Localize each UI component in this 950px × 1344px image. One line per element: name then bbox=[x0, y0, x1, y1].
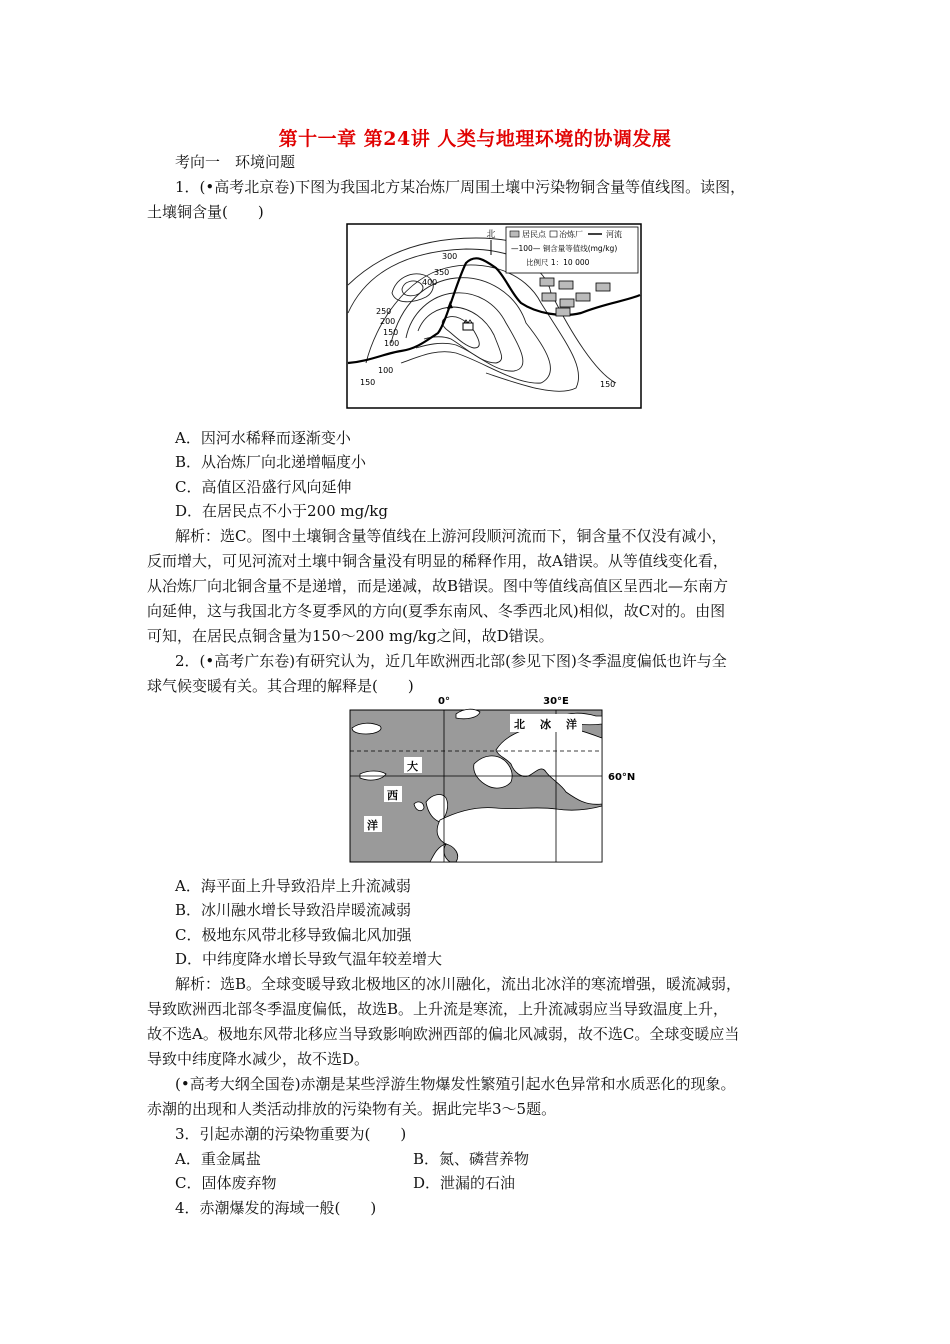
q2-analysis-line: 故不选A。极地东风带北移应当导致影响欧洲西部的偏北风减弱，故不选C。全球变暖应当 bbox=[147, 1025, 740, 1043]
page-title: 第十一章 第24讲 人类与地理环境的协调发展 bbox=[278, 128, 672, 150]
lon-30e-label: 30°E bbox=[543, 696, 569, 707]
legend-settlement: 居民点 bbox=[522, 230, 546, 239]
legend-river: 河流 bbox=[606, 230, 622, 239]
q2-analysis-line: 解析：选B。全球变暖导致北极地区的冰川融化，流出北冰洋的寒流增强，暖流减弱， bbox=[175, 975, 742, 993]
q4-stem: 4．赤潮爆发的海域一般( ) bbox=[175, 1199, 377, 1217]
copper-contour-map bbox=[346, 223, 642, 409]
q1-option-b: B．从冶炼厂向北递增幅度小 bbox=[175, 453, 367, 471]
q1-stem-line-1: 1．(•高考北京卷)下图为我国北方某冶炼厂周围土壤中污染物铜含量等值线图。读图， bbox=[175, 178, 746, 196]
contour-label: 150 bbox=[383, 328, 399, 337]
q1-analysis-line: 可知，在居民点铜含量为150～200 mg/kg之间，故D错误。 bbox=[147, 627, 554, 645]
contour-label: 300 bbox=[442, 252, 458, 261]
lat-60n-label: 60°N bbox=[608, 772, 636, 783]
q2-option-a: A．海平面上升导致沿岸上升流减弱 bbox=[175, 877, 411, 895]
q3-option-d: D．泄漏的石油 bbox=[413, 1174, 516, 1192]
q2-option-d: D．中纬度降水增长导致气温年较差增大 bbox=[175, 950, 443, 968]
q1-stem-line-2: 土壤铜含量( ) bbox=[147, 203, 264, 221]
q1-option-d: D．在居民点不小于200 mg/kg bbox=[175, 502, 388, 520]
group-intro-line-1: (•高考大纲全国卷)赤潮是某些浮游生物爆发性繁殖引起水色异常和水质恶化的现象。 bbox=[175, 1075, 736, 1093]
q2-analysis-line: 导致中纬度降水减少，故不选D。 bbox=[147, 1050, 370, 1068]
q2-option-b: B．冰川融水增长导致沿岸暖流减弱 bbox=[175, 901, 412, 919]
atlantic-ocean-char: 西 bbox=[387, 789, 398, 802]
section-heading: 考向一 环境问题 bbox=[175, 153, 296, 171]
q2-option-c: C．极地东风带北移导致偏北风加强 bbox=[175, 926, 412, 944]
contour-label: 150 bbox=[600, 380, 616, 389]
arctic-ocean-char: 冰 bbox=[540, 718, 551, 731]
contour-label: 100 bbox=[378, 366, 394, 375]
q2-stem-line-2: 球气候变暖有关。其合理的解释是( ) bbox=[147, 677, 414, 695]
europe-map bbox=[346, 694, 642, 864]
q2-stem-line-1: 2．(•高考广东卷)有研究认为，近几年欧洲西北部(参见下图)冬季温度偏低也许与全 bbox=[175, 652, 727, 670]
legend-contour: —100— 铜含量等值线(mg/kg) bbox=[511, 244, 618, 253]
contour-label: 100 bbox=[384, 339, 400, 348]
arctic-ocean-char: 北 bbox=[514, 718, 525, 731]
q3-option-b: B．氮、磷营养物 bbox=[413, 1150, 530, 1168]
atlantic-ocean-char: 大 bbox=[407, 760, 418, 773]
q1-analysis-line: 反而增大，可见河流对土壤中铜含量没有明显的稀释作用，故A错误。从等值线变化看， bbox=[147, 552, 728, 570]
q3-option-c: C．固体废弃物 bbox=[175, 1174, 277, 1192]
legend-scale: 比例尺 1：10 000 bbox=[526, 258, 590, 267]
contour-label: 250 bbox=[376, 307, 392, 316]
q2-analysis-line: 导致欧洲西北部冬季温度偏低，故选B。上升流是寒流，上升流减弱应当导致温度上升， bbox=[147, 1000, 729, 1018]
contour-label: 350 bbox=[434, 268, 450, 277]
q3-option-a: A．重金属盐 bbox=[175, 1150, 261, 1168]
q1-option-c: C．高值区沿盛行风向延伸 bbox=[175, 478, 352, 496]
q1-analysis-line: 解析：选C。图中土壤铜含量等值线在上游河段顺河流而下，铜含量不仅没有减小， bbox=[175, 527, 727, 545]
atlantic-ocean-char: 洋 bbox=[367, 819, 378, 832]
contour-label: 200 bbox=[380, 317, 396, 326]
q1-option-a: A．因河水稀释而逐渐变小 bbox=[175, 429, 351, 447]
arctic-ocean-char: 洋 bbox=[566, 718, 577, 731]
north-label: 北 bbox=[486, 230, 496, 240]
contour-label: 400 bbox=[422, 278, 438, 287]
legend-factory: 冶炼厂 bbox=[559, 230, 583, 239]
contour-label: 150 bbox=[360, 378, 376, 387]
group-intro-line-2: 赤潮的出现和人类活动排放的污染物有关。据此完毕3～5题。 bbox=[147, 1100, 557, 1118]
q3-stem: 3．引起赤潮的污染物重要为( ) bbox=[175, 1125, 407, 1143]
q1-analysis-line: 从冶炼厂向北铜含量不是递增，而是递减，故B错误。图中等值线高值区呈西北—东南方 bbox=[147, 577, 729, 595]
lon-0-label: 0° bbox=[438, 696, 450, 707]
q1-analysis-line: 向延伸，这与我国北方冬夏季风的方向(夏季东南风、冬季西北风)相似，故C对的。由图 bbox=[147, 602, 726, 620]
